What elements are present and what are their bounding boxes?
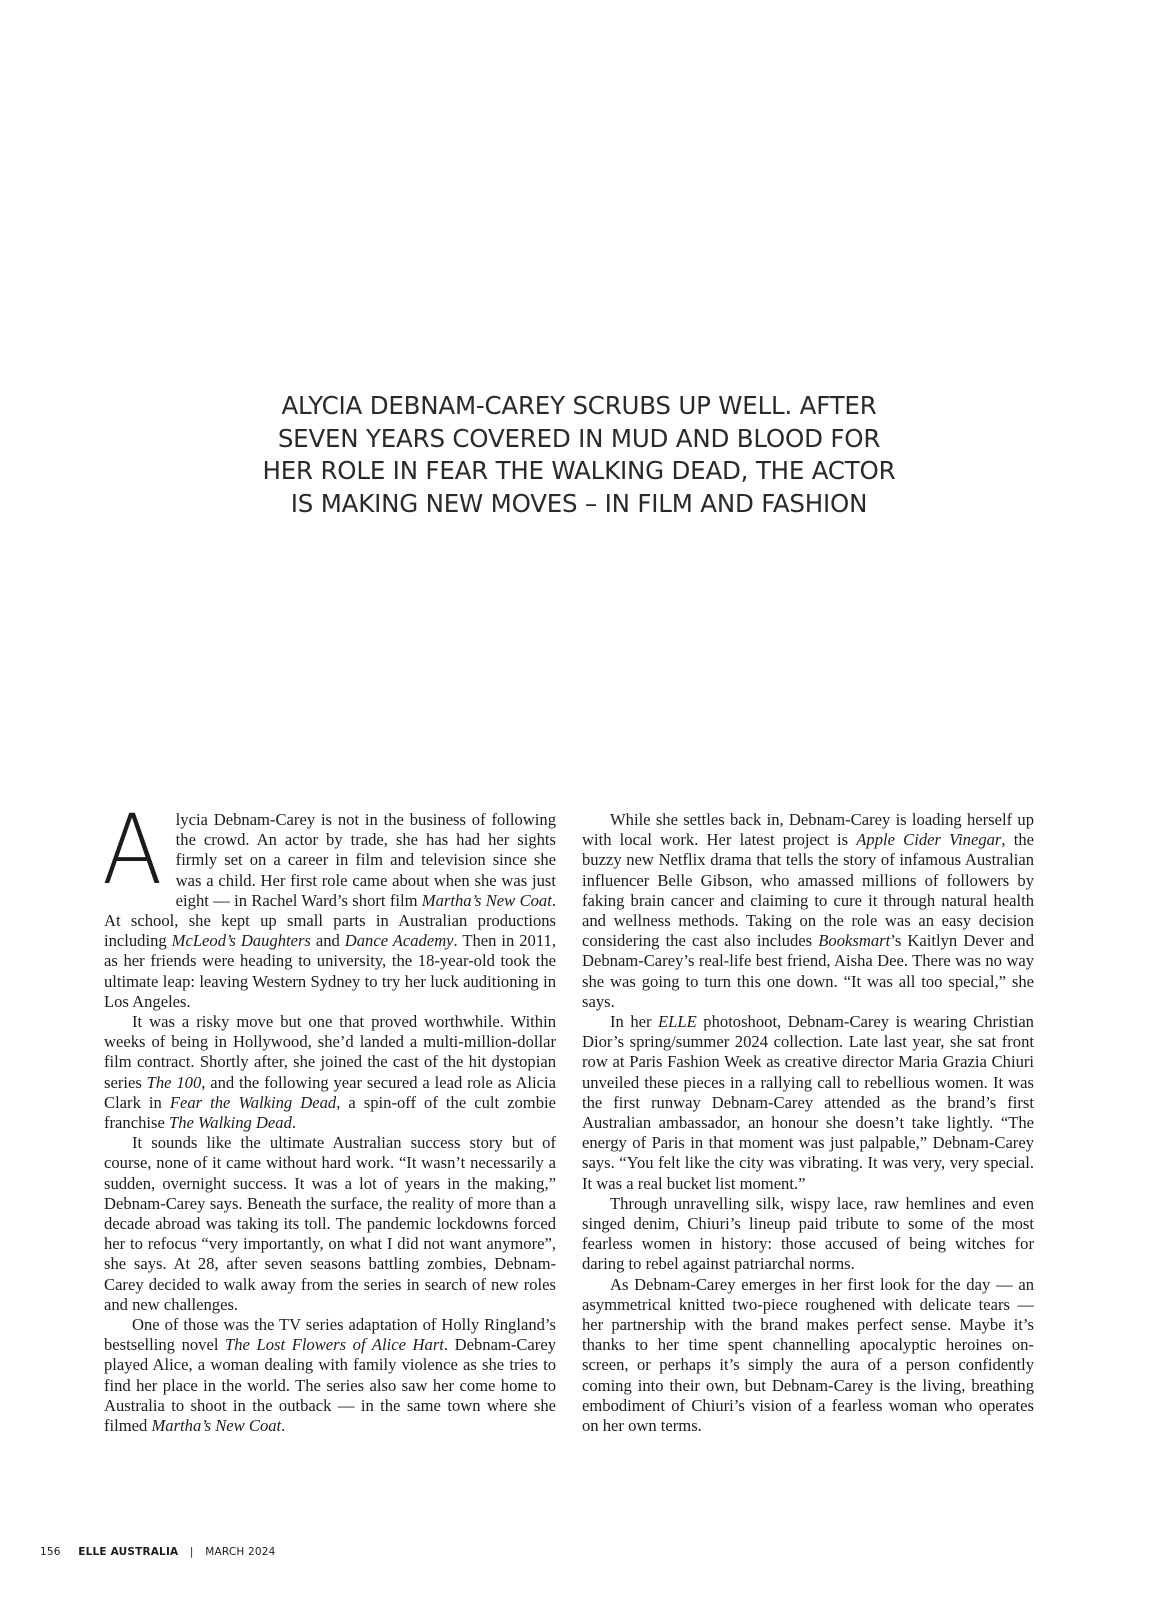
italic-title: Martha’s New Coat (151, 1416, 282, 1436)
italic-title: The Lost Flowers of Alice Hart (225, 1335, 444, 1355)
standfirst-line: IS MAKING NEW MOVES – IN FILM AND FASHION (290, 488, 868, 518)
paragraph-text: As Debnam-Carey emerges in her first look for the day — an asymmetrical knitted two-piece roughened with delicate tears — her partnership with the brand makes perfect sense. Maybe it’s thanks to her time spent channelling apocalyptic heroines on-screen, or perhaps it’s simply the aura of a person confidently coming into their own, but Debnam-Carey is the living, breathing embodiment of Chiuri’s vision of a fearless woman who operates on her own terms. (582, 1274, 1034, 1436)
issue-date: MARCH 2024 (205, 1546, 276, 1558)
italic-title: The 100 (146, 1072, 202, 1092)
italic-title: Dance Academy (344, 931, 454, 951)
footer-separator: | (189, 1546, 194, 1558)
paragraph-text: lycia Debnam-Carey is not in the business of following the crowd. An actor by trade, she has had her sights firmly set on a career in film and television since she was a child. Her first role came about when she was just eight — in Rachel Ward’s short film Martha’s New Coat. At school, she kept up small parts in Australian productions including McLeod’s Daughters and Dance Academy. Then in 2011, as her friends were heading to university, the 18-year-old took the ultimate leap: leaving Western Sydney to try her luck auditioning in Los Angeles. (104, 810, 556, 1011)
italic-title: The Walking Dead (168, 1113, 292, 1133)
article-column-left (102, 794, 556, 1436)
page-number: 156 (40, 1546, 61, 1558)
paragraph-text: While she settles back in, Debnam-Carey is loading herself up with local work. Her latest project is Apple Cider Vinegar, the buzzy new Netflix drama that tells the story of infamous Australian influencer Belle Gibson, who amassed millions of followers by faking brain cancer and claiming to cure it through natural health and wellness methods. Taking on the role was an easy decision considering the cast also includes Booksmart’s Kaitlyn Dever and Debnam-Carey’s real-life best friend, Aisha Dee. There was no way she was going to turn this one down. “It was all too special,” she says. (582, 810, 1035, 1011)
standfirst-line: HER ROLE IN FEAR THE WALKING DEAD, THE ACTOR (262, 456, 896, 485)
italic-title: Apple Cider Vinegar (856, 830, 1002, 850)
article-column-right (582, 810, 1034, 1436)
standfirst-line: ALYCIA DEBNAM-CAREY SCRUBS UP WELL. AFTER (281, 391, 877, 420)
article-paragraph (102, 794, 556, 1012)
article-paragraph (582, 1012, 1034, 1194)
article-paragraph (104, 1012, 556, 1133)
paragraph-text: It was a risky move but one that proved worthwhile. Within weeks of being in Hollywood, she’d landed a multi-million-dollar film contract. Shortly after, she joined the cast of the hit dystopian series The 100, and the following year secured a lead role as Alicia Clark in Fear the Walking Dead, a spin-off of the cult zombie franchise The Walking Dead. (104, 1012, 556, 1133)
article-paragraph (582, 1194, 1034, 1275)
page-footer (40, 1546, 276, 1558)
paragraph-text: In her ELLE photoshoot, Debnam-Carey is wearing Christian Dior’s spring/summer 2024 collection. Late last year, she sat front row at Paris Fashion Week as creative director Maria Grazia Chiuri unveiled these pieces in a rallying call to rebellious women. It was the first runway Debnam-Carey attended as the brand’s first Australian ambassador, an honour she doesn’t take lightly. “The energy of Paris in that moment was just palpable,” Debnam-Carey says. “You felt like the city was vibrating. It was very, very special. It was a real bucket list moment.” (582, 1012, 1034, 1193)
paragraph-text: One of those was the TV series adaptation of Holly Ringland’s bestselling novel The Lost Flowers of Alice Hart. Debnam-Carey played Alice, a woman dealing with family violence as she tries to find her place in the world. The series also saw her come home to Australia to shoot in the outback — in the same town where she filmed Martha’s New Coat. (104, 1315, 556, 1436)
italic-title: Fear the Walking Dead (169, 1092, 337, 1112)
article-paragraph (582, 810, 1034, 1012)
article-paragraph (104, 1133, 556, 1315)
standfirst-line: SEVEN YEARS COVERED IN MUD AND BLOOD FOR (277, 423, 881, 453)
italic-title: Martha’s New Coat (421, 890, 552, 910)
article-paragraph (582, 1275, 1034, 1437)
italic-title: ELLE (658, 1012, 697, 1032)
drop-cap: A (102, 794, 163, 906)
paragraph-text: It sounds like the ultimate Australian success story but of course, none of it came without hard work. “It wasn’t necessarily a sudden, overnight success. It was a lot of years in the making,” Debnam-Carey says. Beneath the surface, the reality of more than a decade abroad was taking its toll. The pandemic lockdowns forced her to refocus “very importantly, on what I did not want anymore”, she says. At 28, after seven seasons battling zombies, Debnam-Carey decided to walk away from the series in search of new roles and new challenges. (104, 1133, 556, 1314)
magazine-name: ELLE AUSTRALIA (78, 1546, 179, 1558)
article-paragraph (104, 1315, 556, 1436)
italic-title: McLeod’s Daughters (171, 931, 311, 951)
italic-title: Booksmart (818, 931, 891, 951)
paragraph-text: Through unravelling silk, wispy lace, raw hemlines and even singed denim, Chiuri’s lineup paid tribute to some of the most fearless women in history: those accused of being witches for daring to rebel against patriarchal norms. (582, 1193, 1034, 1274)
standfirst (200, 390, 958, 520)
